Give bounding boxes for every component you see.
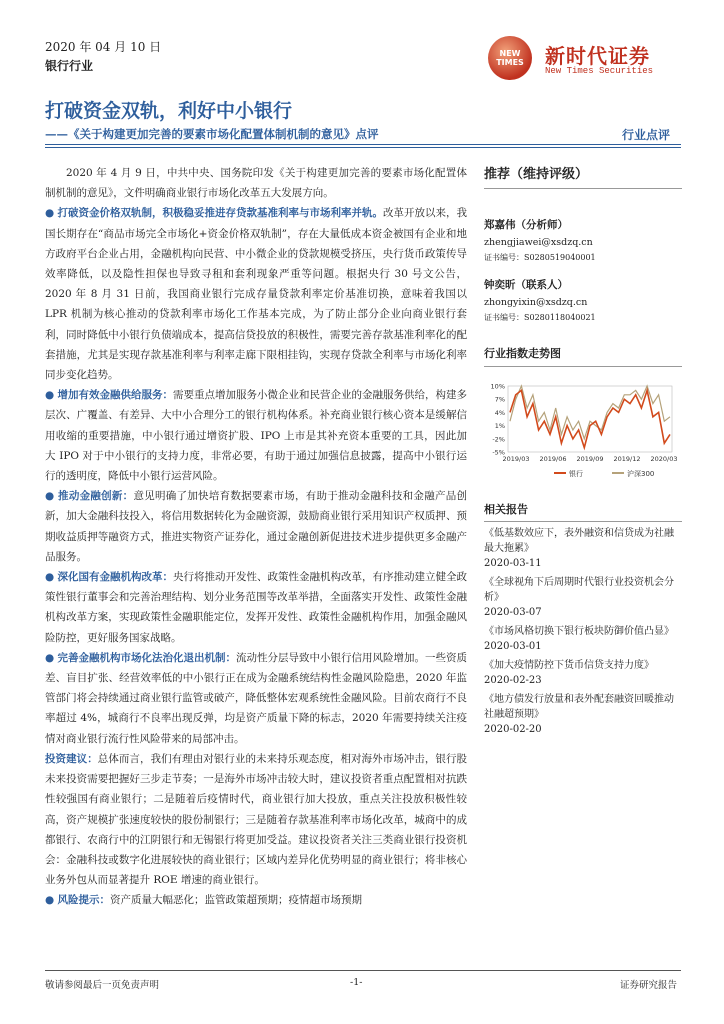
paragraph-innovation bbox=[45, 486, 467, 567]
paragraph-text: 意见明确了加快培育数据要素市场，有助于推动金融科技和金融产品创新，加大金融科技投入，将信用数据转化为金融资源，鼓励商业银行采用知识产权质押、预期收益质押等融资方式，推进实物资产证券化，通过金融创新促进技术进步提供更多金融产品服务。 bbox=[45, 490, 468, 563]
paragraph-text: 资产质量大幅恶化；监管政策超预期；疫情超市场预期 bbox=[110, 894, 363, 907]
paragraph-soe-reform bbox=[45, 567, 467, 648]
chart-y-tick-label: -2% bbox=[492, 435, 505, 444]
bullet-icon: ● bbox=[45, 389, 55, 402]
related-report-title: 《加大疫情防控下货币信贷支持力度》 bbox=[484, 660, 654, 671]
rating-rule bbox=[484, 188, 682, 189]
index-chart-svg bbox=[484, 380, 682, 490]
chart-x-tick-label: 2019/03 bbox=[502, 455, 530, 463]
intro-paragraph: 2020 年 4 月 9 日，中共中央、国务院印发《关于构建更加完善的要素市场化配置体制机制的意见》，文件明确商业银行市场化改革五大发展方向。 bbox=[45, 167, 467, 200]
paragraph-text: 总体而言，我们有理由对银行业的未来持乐观态度，相对海外市场冲击，银行股未来投资需要把握好三步走节奏；一是海外市场冲击较大时，建议投资者重点配置相对抗跌性较强国有商业银行；二是随着后疫情时代，商业银行加大投放，重点关注投放积极性较高，资产规模扩张速度较快的股份制银行；三是随着存款基准利率市场化改革，城商中的成都银行、农商行中的江阴银行和无锡银行将更加受益。建议投资者关注三类商业银行投资机会：金融科技或数字化进展较快的商业银行；区域内差异化优势明显的商业银行；将非核心业务外包从而显著提升 ROE 增速的商业银行。 bbox=[45, 752, 468, 887]
logo-cn: 新时代证券 bbox=[545, 44, 650, 68]
paragraph-risk bbox=[45, 890, 467, 910]
chart-legend-label: 银行 bbox=[569, 470, 583, 478]
analyst-1-name: 郑嘉伟（分析师） bbox=[484, 219, 568, 231]
logo-mark: NEW TIMES bbox=[496, 49, 524, 67]
chart-heading: 行业指数走势图 bbox=[484, 347, 561, 360]
related-report-item[interactable] bbox=[484, 658, 682, 688]
paragraph-lead: 打破资金价格双轨制，积极稳妥推进存贷款基准利率与市场利率并轨。 bbox=[57, 207, 384, 220]
bullet-icon: ● bbox=[45, 490, 55, 503]
chart-y-tick-label: -5% bbox=[492, 448, 505, 457]
related-report-date: 2020-03-07 bbox=[484, 607, 542, 618]
chart-y-tick-label: 10% bbox=[490, 382, 505, 391]
bullet-icon: ● bbox=[45, 207, 55, 220]
related-reports bbox=[484, 502, 682, 737]
related-report-date: 2020-02-20 bbox=[484, 724, 542, 735]
related-report-title: 《低基数效应下，表外融资和信贷成为社融最大拖累》 bbox=[484, 528, 674, 554]
page-subtitle: ——《关于构建更加完善的要素市场化配置体制机制的意见》点评 bbox=[45, 127, 379, 141]
paragraph-lead: 风险提示： bbox=[57, 894, 111, 907]
paragraph-lead: 完善金融机构市场化法治化退出机制： bbox=[57, 651, 237, 664]
paragraph-lead: 推动金融创新： bbox=[58, 490, 134, 503]
paragraph-text: 需要重点增加服务小微企业和民营企业的金融服务供给，构建多层次、广覆盖、有差异、大中小合理分工的银行机构体系。补充商业银行核心资本是缓解信用收缩的重要措施，中小银行通过增资扩股、IPO 上市是其补充资本重要的工具，因此加大 IPO 对于中小银行的支持力度，非常必要，有助于通过加强信息披露，提高中小银行运行的透明度，降低中小银行运营风险。 bbox=[45, 389, 468, 483]
chart-y-tick-label: 1% bbox=[494, 422, 505, 431]
main-body bbox=[45, 163, 467, 911]
page-title: 打破资金双轨，利好中小银行 bbox=[45, 100, 293, 122]
paragraph-text: 改革开放以来，我国长期存在“商品市场完全市场化+资金价格双轨制”，存在大量低成本资金被国有企业和地方政府平台企业占用，金融机构向民营、中小微企业的贷款规模受挤压，央行货币政策传导效率降低，以及隐性担保也导致寻租和套利现象严重等问题。根据央行 30 号文公告，2020 年 8 月 31 日前，我国商业银行完成存量贷款利率定价基准切换，意味着我国以 LPR 机制为核心推动的贷款利率市场化工作基本完成，为了防止部分企业向商业银行套利，同时降低中小银行负债端成本，提高信贷投放的积极性，需要完善存款基准利率化的配套措施，尤其是实现存款基准利率与利率走廊下限相挂钩，实现存贷款全利率与市场化利率同步变化趋势。 bbox=[45, 207, 468, 382]
logo-icon bbox=[488, 36, 532, 80]
paragraph-lead: 增加有效金融供给服务： bbox=[57, 389, 174, 402]
footer-report-type: 证券研究报告 bbox=[620, 980, 678, 991]
chart-x-tick-label: 2019/09 bbox=[576, 455, 604, 463]
related-report-item[interactable] bbox=[484, 692, 682, 737]
related-report-title: 《地方债发行放量和表外配套融资回暖推动社融超预期》 bbox=[484, 694, 674, 720]
paragraph-lead: 投资建议： bbox=[45, 752, 98, 765]
rating: 推荐（维持评级） bbox=[484, 167, 589, 182]
related-report-date: 2020-02-23 bbox=[484, 675, 542, 686]
chart-y-tick-label: 4% bbox=[494, 408, 505, 417]
logo-en: New Times Securities bbox=[545, 66, 654, 76]
bullet-icon: ● bbox=[45, 571, 55, 584]
analyst-1-email[interactable]: zhengjiawei@xsdzq.cn bbox=[484, 237, 593, 248]
paragraph-lead: 深化国有金融机构改革： bbox=[57, 571, 174, 584]
paragraph-financial-supply bbox=[45, 385, 467, 486]
related-report-date: 2020-03-11 bbox=[484, 558, 542, 569]
footer-disclaimer[interactable]: 敬请参阅最后一页免责声明 bbox=[45, 980, 160, 991]
bullet-icon: ● bbox=[45, 894, 55, 907]
related-report-item[interactable] bbox=[484, 624, 682, 654]
index-chart bbox=[484, 380, 682, 490]
related-heading-rule bbox=[484, 521, 682, 522]
page-number: -1- bbox=[350, 977, 363, 988]
chart-heading-rule bbox=[484, 366, 682, 367]
sidebar bbox=[484, 163, 682, 367]
paragraph-exit-mechanism bbox=[45, 648, 467, 749]
analyst-1-cert: 证书编号：S0280519040001 bbox=[484, 253, 596, 262]
analyst-2-email[interactable]: zhongyixin@xsdzq.cn bbox=[484, 297, 588, 308]
chart-x-tick-label: 2019/12 bbox=[613, 455, 641, 463]
paragraph-text: 流动性分层导致中小银行信用风险增加。一些资质差、盲目扩张、经营效率低的中小银行正在成为金融系统结构性金融风险隐患，2020 年监管部门将会持续通过商业银行监管或破产，降低整体宏观系统性金融风险。目前农商行不良率超过 4%，城商行不良率出现反弹，均是资产质量下降的标志，2020 年需要持续关注疫情对商业银行流行性风险带来的局部冲击。 bbox=[45, 651, 468, 745]
report-type: 行业点评 bbox=[622, 128, 671, 142]
paragraph-text: 央行将推动开发性、政策性金融机构改革，有序推动建立健全政策性银行董事会和完善治理结构、划分业务范围等改革举措，全面落实开发性、政策性金融机构改革方案，实现政策性金融职能定位，发挥开发性、政策性金融机构作用，加强金融风险防控，更好服务国家战略。 bbox=[45, 571, 468, 644]
related-report-title: 《全球视角下后周期时代银行业投资机会分析》 bbox=[484, 577, 674, 603]
related-list bbox=[484, 526, 682, 737]
related-report-item[interactable] bbox=[484, 575, 682, 620]
analyst-2-name: 钟奕昕（联系人） bbox=[484, 279, 568, 291]
title-rule bbox=[45, 144, 681, 145]
chart-legend-label: 沪深300 bbox=[627, 470, 655, 478]
title-rule-thin bbox=[45, 147, 681, 148]
analyst-2-cert: 证书编号：S0280118040021 bbox=[484, 313, 596, 322]
related-report-date: 2020-03-01 bbox=[484, 641, 542, 652]
related-heading: 相关报告 bbox=[484, 503, 528, 516]
paragraph-rate-dual-track bbox=[45, 203, 467, 385]
sector-label: 银行行业 bbox=[45, 59, 94, 73]
chart-x-tick-label: 2020/03 bbox=[650, 455, 678, 463]
paragraph-investment-advice bbox=[45, 749, 467, 890]
report-date: 2020 年 04 月 10 日 bbox=[45, 40, 162, 54]
chart-x-tick-label: 2019/06 bbox=[539, 455, 567, 463]
bullet-icon: ● bbox=[45, 651, 55, 664]
chart-y-tick-label: 7% bbox=[494, 395, 505, 404]
footer-rule bbox=[45, 970, 681, 971]
related-report-title: 《市场风格切换下银行板块防御价值凸显》 bbox=[484, 626, 674, 637]
related-report-item[interactable] bbox=[484, 526, 682, 571]
